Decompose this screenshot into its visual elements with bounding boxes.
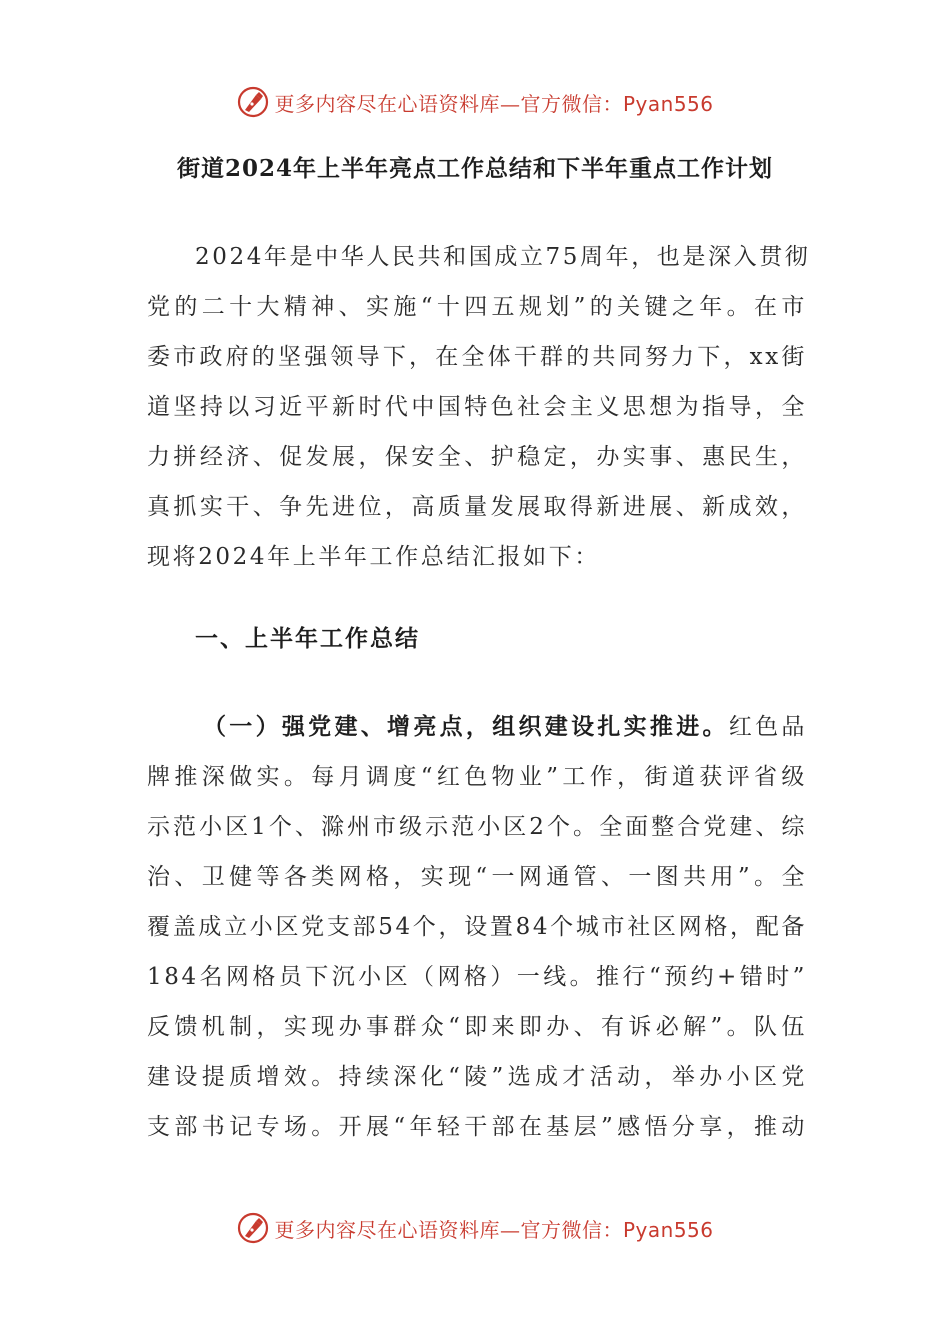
paragraph-line: 示范小区1个、滁州市级示范小区2个。全面整合党建、综	[147, 814, 807, 840]
subsection-first-line: （一）强党建、增亮点，组织建设扎实推进。红色品	[203, 713, 807, 740]
paragraph-line: 2024年是中华人民共和国成立75周年，也是深入贯彻	[195, 244, 811, 270]
wechat-id: Pyan556	[622, 91, 714, 116]
document-title: 街道2024年上半年亮点工作总结和下半年重点工作计划	[176, 155, 773, 182]
paragraph-line: 真抓实干、争先进位，高质量发展取得新进展、新成效，	[147, 494, 807, 520]
watermark-banner-top	[0, 82, 950, 122]
paragraph-line: 道坚持以习近平新时代中国特色社会主义思想为指导，全	[147, 394, 807, 420]
paragraph-line: 建设提质增效。持续深化“陵”选成才活动，举办小区党	[147, 1064, 807, 1090]
paragraph-line: 治、卫健等各类网格，实现“一网通管、一图共用”。全	[147, 864, 807, 890]
subsection-paragraph	[147, 702, 807, 1152]
watermark-banner-bottom	[0, 1208, 950, 1248]
pen-nib-circle-icon	[236, 85, 270, 119]
intro-paragraph	[147, 232, 811, 582]
paragraph-line: 牌推深做实。每月调度“红色物业”工作，街道获评省级	[147, 764, 807, 790]
paragraph-line: 覆盖成立小区党支部54个，设置84个城市社区网格，配备	[147, 914, 807, 940]
paragraph-line: 184名网格员下沉小区（网格）一线。推行“预约+错时”	[147, 964, 807, 990]
subsection-heading: （一）强党建、增亮点，组织建设扎实推进。	[203, 713, 729, 740]
paragraph-line: 反馈机制，实现办事群众“即来即办、有诉必解”。队伍	[147, 1014, 807, 1040]
paragraph-line: 支部书记专场。开展“年轻干部在基层”感悟分享，推动	[147, 1114, 807, 1140]
paragraph-line: 现将2024年上半年工作总结汇报如下：	[147, 544, 600, 570]
pen-nib-circle-icon	[236, 1211, 270, 1245]
paragraph-line: 党的二十大精神、实施“十四五规划”的关键之年。在市	[147, 294, 807, 320]
wechat-id: Pyan556	[622, 1217, 714, 1242]
banner-text: 更多内容尽在心语资料库—官方微信：Pyan556	[274, 91, 714, 116]
banner-text: 更多内容尽在心语资料库—官方微信：Pyan556	[274, 1217, 714, 1242]
paragraph-line: 力拼经济、促发展，保安全、护稳定，办实事、惠民生，	[147, 444, 807, 470]
section-heading: 一、上半年工作总结	[195, 625, 420, 652]
paragraph-line: 委市政府的坚强领导下，在全体干群的共同努力下，xx街	[147, 344, 807, 370]
